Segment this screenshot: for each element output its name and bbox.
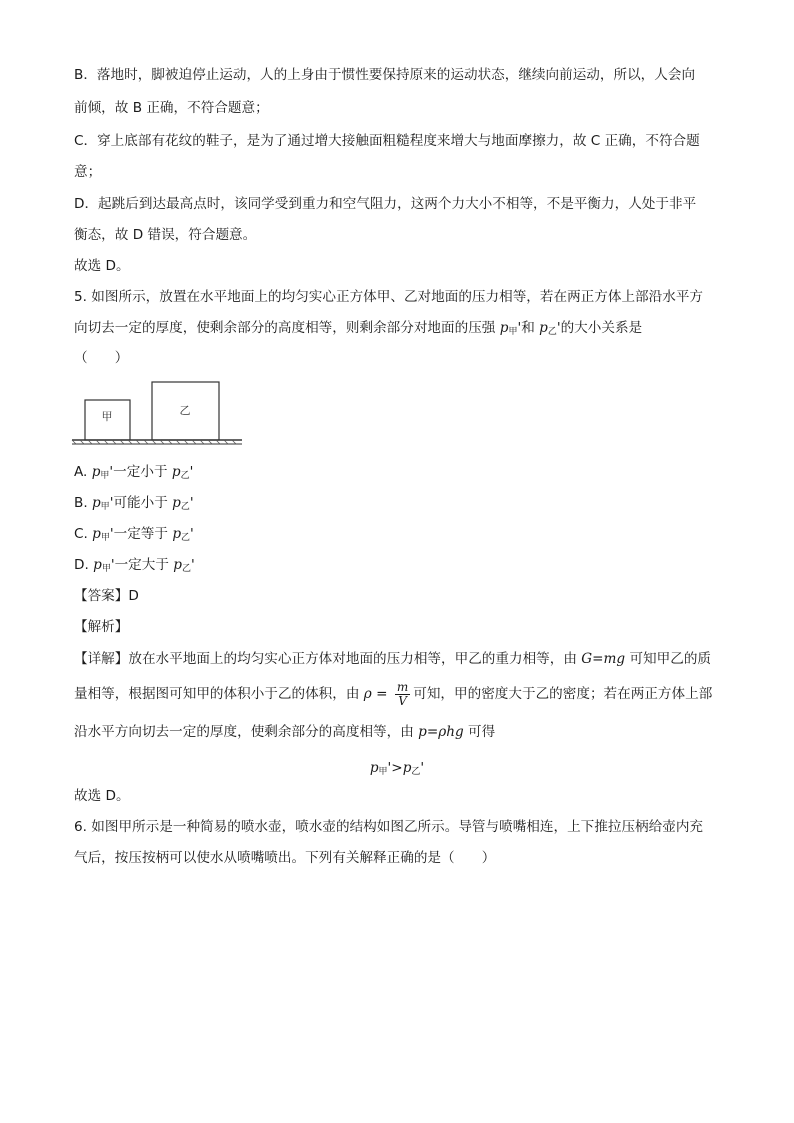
label-jia: 甲	[101, 410, 113, 423]
answer-line	[74, 586, 139, 606]
symbol-p: p	[92, 526, 101, 542]
subscript-yi: 乙	[180, 502, 190, 512]
option-c-line-1: C．穿上底部有花纹的鞋子，是为了通过增大接触面粗糙程度来增大与地面摩擦力，故 C 正确，不符合题	[74, 133, 700, 149]
prime: '	[109, 464, 114, 480]
q5-text-1: 向切去一定的厚度，使剩余部分的高度相等，则剩余部分对地面的压强	[74, 320, 500, 336]
option-c-line-2: 意；	[74, 164, 102, 180]
option-d-letter: D.	[74, 557, 94, 573]
symbol-p: p	[402, 760, 412, 776]
prime: '	[189, 495, 194, 511]
q5-text-2: 和	[521, 320, 540, 336]
symbol-p: p	[173, 557, 182, 573]
option-c-letter: C.	[74, 526, 93, 542]
formula-p-rho-hg: p=ρhg	[418, 724, 464, 740]
question-5-line-1: 5. 如图所示，放置在水平地面上的均匀实心正方体甲、乙对地面的压力相等，若在两正方体上部沿水平方	[74, 289, 704, 305]
subscript-jia: 甲	[100, 533, 110, 543]
prime: '	[556, 320, 561, 336]
detail-tag: 【详解】	[74, 651, 129, 667]
subscript-jia: 甲	[378, 767, 388, 777]
option-c-text: 一定等于	[113, 526, 173, 542]
prime: '	[110, 557, 115, 573]
option-a[interactable]	[74, 462, 193, 486]
option-b-letter: B.	[74, 495, 92, 511]
analysis-tag: 【解析】	[74, 619, 129, 635]
question-6-line-2: 气后，按压按柄可以使水从喷嘴喷出。下列有关解释正确的是（ ）	[74, 850, 496, 866]
symbol-p: p	[172, 495, 181, 511]
question-5-line-2	[74, 318, 642, 342]
subscript-yi: 乙	[411, 767, 421, 777]
detail-text-2b: 可知，甲的密度大于乙的密度；若在两正方体上部	[413, 686, 713, 702]
symbol-p: p	[91, 464, 101, 480]
question-5-line-3: （ ）	[74, 350, 129, 366]
symbol-p: p	[172, 526, 182, 542]
subscript-jia: 甲	[100, 502, 110, 512]
prime: '	[189, 464, 194, 480]
detail-line-1	[74, 649, 711, 669]
fraction-numerator: m	[396, 679, 409, 694]
greater-than: '>	[387, 760, 403, 776]
option-d[interactable]	[74, 555, 195, 579]
q5-text-3: 的大小关系是	[560, 320, 643, 336]
prime: '	[420, 760, 425, 776]
subscript-yi: 乙	[180, 471, 190, 481]
option-b-line-2: 前倾，故 B 正确，不符合题意；	[74, 100, 269, 116]
detail-line-2	[74, 680, 712, 708]
option-b-text: 可能小于	[113, 495, 173, 511]
symbol-p: p	[369, 760, 379, 776]
option-a-letter: A.	[74, 464, 92, 480]
symbol-p: p	[499, 320, 509, 336]
prime: '	[190, 526, 194, 542]
detail-text-3b: 可得	[463, 724, 496, 740]
symbol-p: p	[539, 320, 548, 336]
symbol-p: p	[171, 464, 181, 480]
symbol-p: p	[93, 557, 102, 573]
option-c[interactable]	[74, 524, 194, 548]
option-d-text: 一定大于	[114, 557, 174, 573]
subscript-jia: 甲	[101, 564, 111, 574]
detail-line-3	[74, 722, 495, 742]
symbol-rho: ρ	[363, 686, 372, 702]
prime: '	[109, 495, 114, 511]
subscript-yi: 乙	[182, 564, 192, 574]
option-b-line-1: B．落地时，脚被迫停止运动，人的上身由于惯性要保持原来的运动状态，继续向前运动，所以，人会向	[74, 67, 696, 83]
fraction-denominator: V	[398, 693, 407, 708]
detail-text-2a: 量相等，根据图可知甲的体积小于乙的体积，由	[74, 686, 364, 702]
result-formula	[0, 758, 794, 782]
question-6-line-1: 6. 如图甲所示是一种简易的喷水壶，喷水壶的结构如图乙所示。导管与喷嘴相连，上下推拉压柄给壶内充	[74, 819, 704, 835]
subscript-yi: 乙	[547, 327, 557, 337]
subscript-jia: 甲	[508, 327, 518, 337]
subscript-yi: 乙	[181, 533, 191, 543]
detail-text-1b: 可知甲乙的质	[625, 651, 712, 667]
option-a-text: 一定小于	[113, 464, 172, 480]
answer-value: D	[128, 588, 139, 604]
cubes-figure	[70, 378, 246, 450]
option-b[interactable]	[74, 493, 194, 517]
prime: '	[191, 557, 195, 573]
option-d-line-2: 衡态，故 D 错误，符合题意。	[74, 227, 257, 243]
subscript-jia: 甲	[100, 471, 110, 481]
choose-line-2: 故选 D。	[74, 788, 130, 804]
symbol-p: p	[91, 495, 101, 511]
option-d-line-1: D．起跳后到达最高点时，该同学受到重力和空气阻力，这两个力大小不相等，不是平衡力，人处于非平	[74, 196, 697, 212]
density-fraction	[395, 681, 410, 708]
prime: '	[517, 320, 522, 336]
prime: '	[109, 526, 114, 542]
answer-tag: 【答案】	[74, 588, 129, 604]
equals-sign: =	[371, 686, 392, 702]
choose-line-1: 故选 D。	[74, 258, 130, 274]
detail-text-3a: 沿水平方向切去一定的厚度，使剩余部分的高度相等，由	[74, 724, 419, 740]
detail-text-1a: 放在水平地面上的均匀实心正方体对地面的压力相等，甲乙的重力相等，由	[128, 651, 582, 667]
formula-g-mg: G=mg	[581, 651, 626, 667]
label-yi: 乙	[179, 404, 191, 417]
